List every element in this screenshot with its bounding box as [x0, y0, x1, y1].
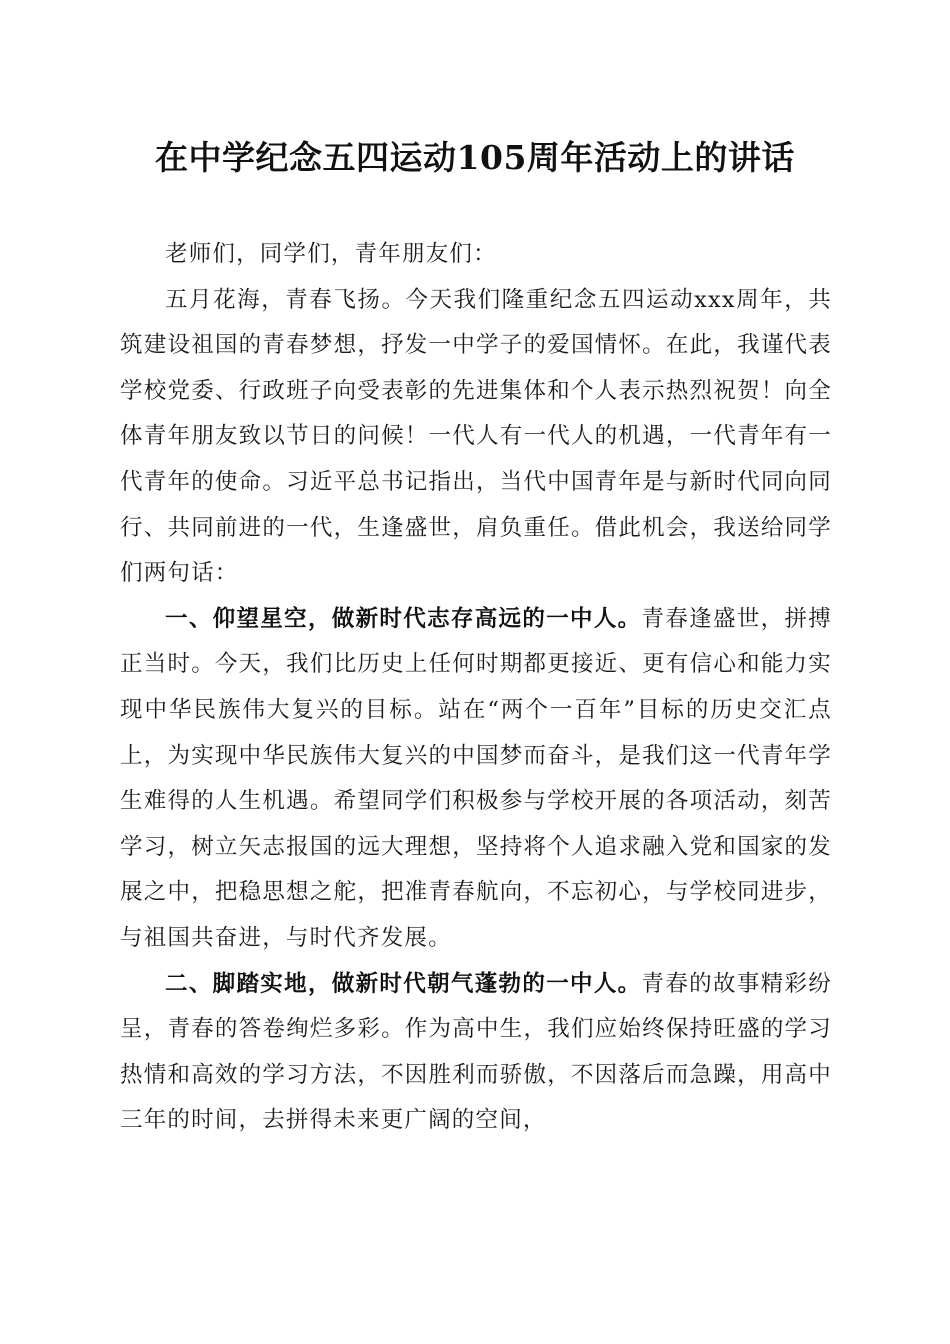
- section-1-heading: 一、仰望星空，做新时代志存高远的一中人。: [165, 605, 642, 632]
- document-body: [120, 232, 832, 1144]
- section-2-heading: 二、脚踏实地，做新时代朝气蓬勃的一中人。: [165, 970, 642, 997]
- section-1-text: 青春逢盛世，拼搏正当时。今天，我们比历史上任何时期都更接近、更有信心和能力实现中华民族伟大复兴的目标。站在“两个一百年”目标的历史交汇点上，为实现中华民族伟大复兴的中国梦而奋斗，是我们这一代青年学生难得的人生机遇。希望同学们积极参与学校开展的各项活动，刻苦学习，树立矢志报国的远大理想，坚持将个人追求融入党和国家的发展之中，把稳思想之舵，把准青春航向，不忘初心，与学校同进步，与祖国共奋进，与时代齐发展。: [120, 605, 832, 951]
- document-title: 在中学纪念五四运动105周年活动上的讲话: [155, 138, 795, 177]
- section-1-paragraph: [120, 597, 832, 962]
- section-2-text: 青春的故事精彩纷呈，青春的答卷绚烂多彩。作为高中生，我们应始终保持旺盛的学习热情和高效的学习方法，不因胜利而骄傲，不因落后而急躁，用高中三年的时间，去拼得未来更广阔的空间，: [120, 970, 832, 1134]
- intro-paragraph: 五月花海，青春飞扬。今天我们隆重纪念五四运动xxx周年，共筑建设祖国的青春梦想，抒发一中学子的爱国情怀。在此，我谨代表学校党委、行政班子向受表彰的先进集体和个人表示热烈祝贺！向全体青年朋友致以节日的问候！一代人有一代人的机遇，一代青年有一代青年的使命。习近平总书记指出，当代中国青年是与新时代同向同行、共同前进的一代，生逢盛世，肩负重任。借此机会，我送给同学们两句话：: [120, 286, 832, 587]
- salutation: 老师们，同学们，青年朋友们：: [165, 241, 497, 267]
- section-2-paragraph: [120, 962, 832, 1144]
